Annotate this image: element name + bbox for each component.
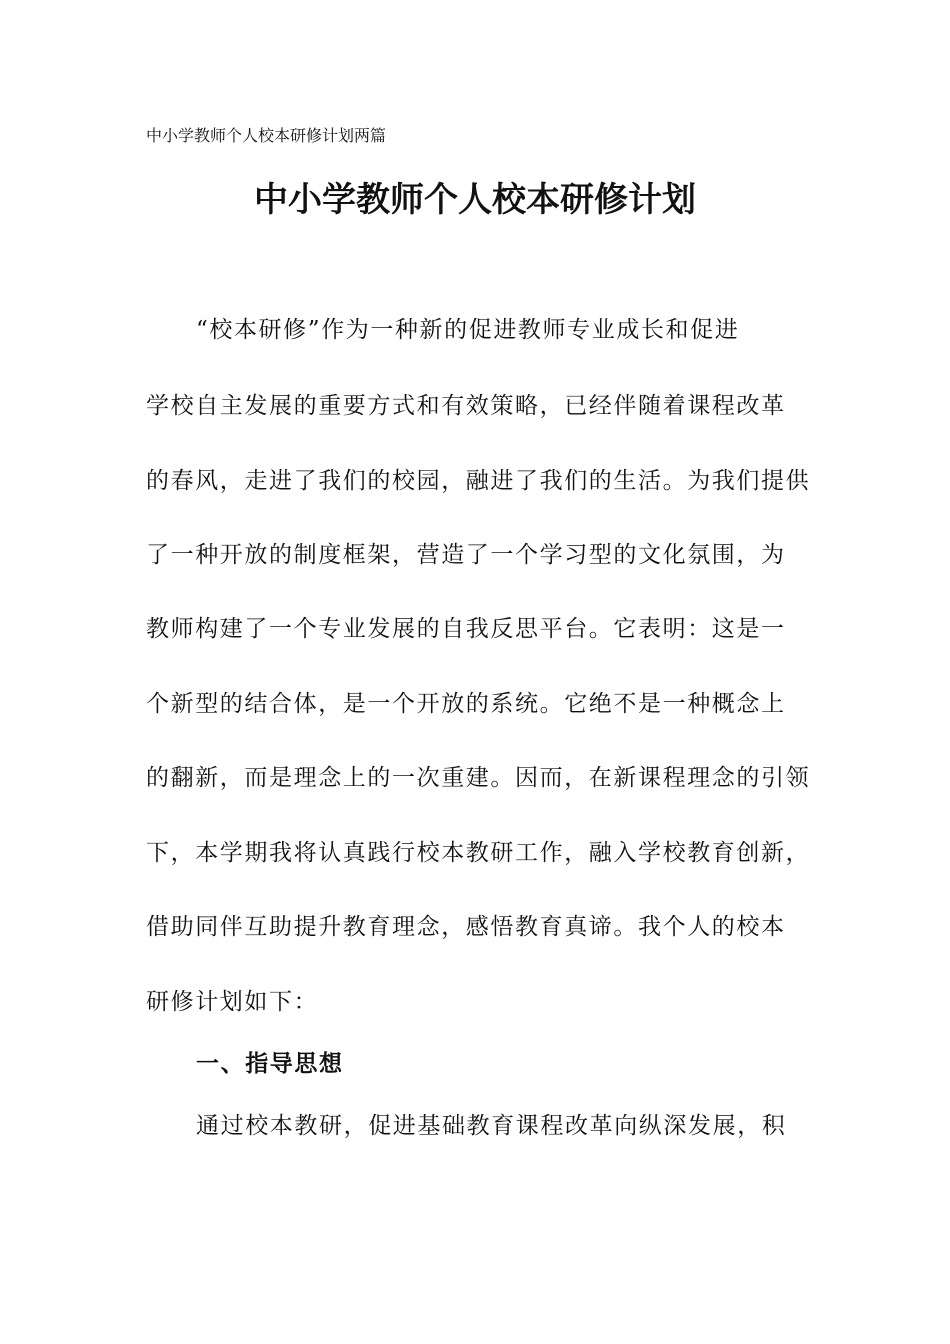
- paragraph-line: 借助同伴互助提升教育理念，感悟教育真谛。我个人的校本: [146, 914, 786, 940]
- paragraph-line: 通过校本教研，促进基础教育课程改革向纵深发展，积: [196, 1113, 787, 1139]
- paragraph-line: 下，本学期我将认真践行校本教研工作，融入学校教育创新，: [146, 840, 811, 866]
- paragraph-line: “校本研修”作为一种新的促进教师专业成长和促进: [196, 317, 740, 343]
- paragraph-line: 研修计划如下：: [146, 989, 319, 1015]
- paragraph-line: 教师构建了一个专业发展的自我反思平台。它表明：这是一: [146, 616, 786, 642]
- paragraph-line: 的春风，走进了我们的校园，融进了我们的生活。为我们提供: [146, 468, 811, 494]
- paragraph-line: 了一种开放的制度框架，营造了一个学习型的文化氛围，为: [146, 542, 786, 568]
- document-header: 中小学教师个人校本研修计划两篇: [146, 126, 387, 145]
- document-title: 中小学教师个人校本研修计划: [254, 180, 696, 220]
- paragraph-line: 的翻新，而是理念上的一次重建。因而，在新课程理念的引领: [146, 765, 811, 791]
- paragraph-line: 个新型的结合体，是一个开放的系统。它绝不是一种概念上: [146, 691, 786, 717]
- paragraph-line: 学校自主发展的重要方式和有效策略，已经伴随着课程改革: [146, 393, 786, 419]
- section-heading: 一、指导思想: [196, 1051, 344, 1077]
